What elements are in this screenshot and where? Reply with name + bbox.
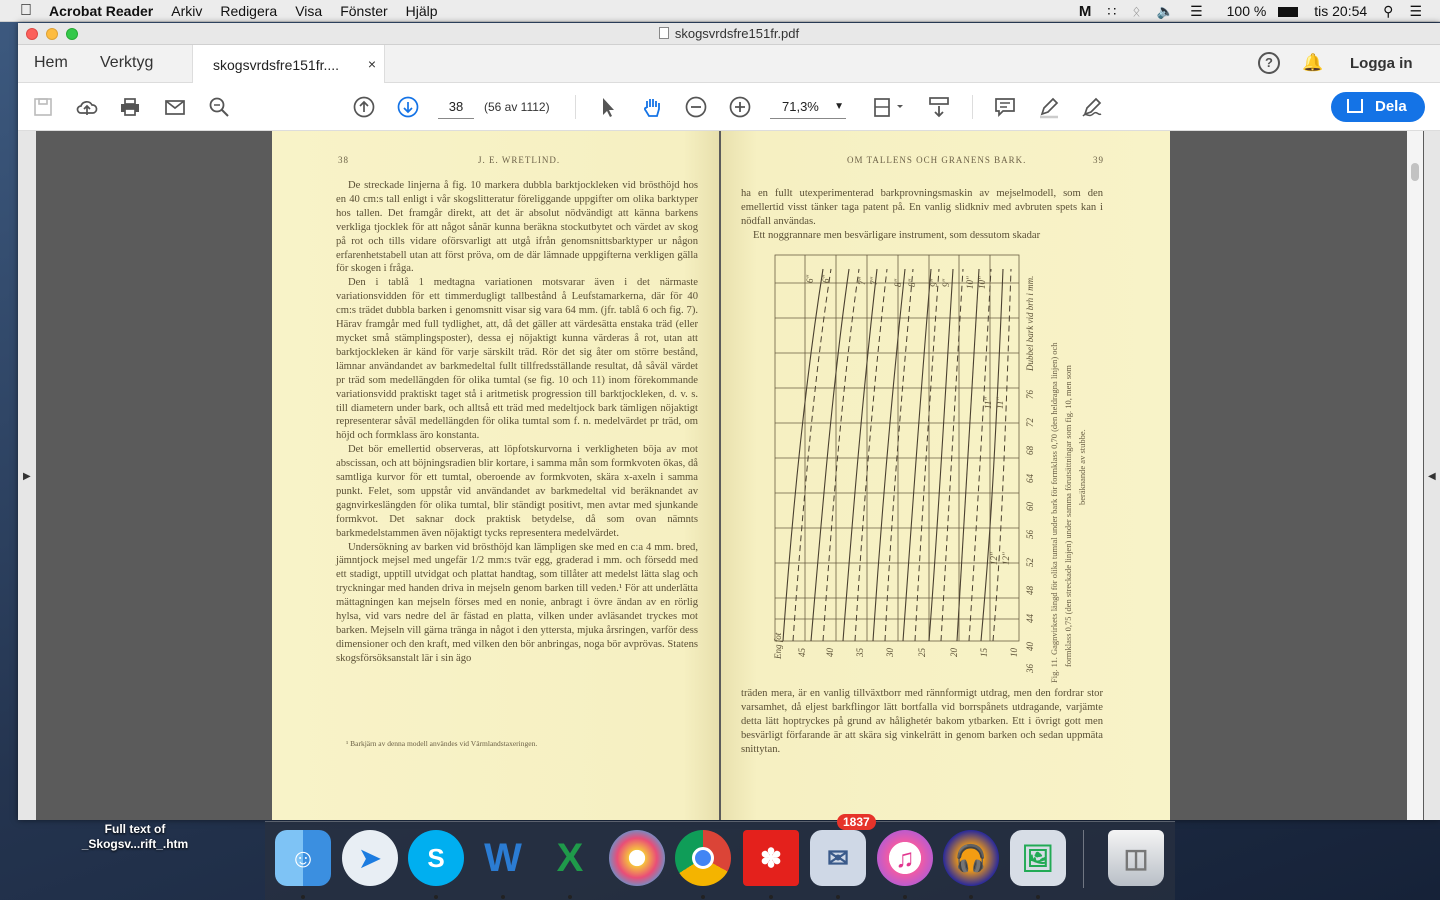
y-tick: 68 bbox=[1025, 446, 1035, 455]
running-header-right: OM TALLENS OCH GRANENS BARK. bbox=[847, 155, 1027, 165]
photos-icon[interactable] bbox=[609, 830, 665, 886]
left-panel-toggle[interactable] bbox=[18, 131, 36, 820]
hand-tool-icon[interactable] bbox=[640, 95, 664, 119]
running-header-left: J. E. WRETLIND. bbox=[478, 155, 561, 165]
figure-curves-dashed bbox=[793, 269, 1011, 641]
chevron-down-icon: ▼ bbox=[834, 101, 844, 112]
curve-label: 8" bbox=[907, 278, 917, 287]
paragraph: De streckade linjerna å fig. 10 markera dubbla barktjockleken vid brösthöjd hos en 40 cm:s tall enligt i vår skogslitteratur föreliggande uppgifter om olika barktyper hos tallen. Det framgår direkt, att det är absolut nödvändigt att känna barkens verkliga tjocklek för att något sånär kunna beräkna stockutbytet och värdet av skog på rot och tills vidare oförsvarligt att utgå ifrån genomsnittsbarktyper ur någon erfarenhetstabell utan att först pröva, om de där lämnade uppgifterna verkligen gälla för skogen i fråga. bbox=[336, 180, 698, 275]
desktop-file-label-2: _Skogsv...rift_.htm bbox=[81, 837, 189, 851]
zoom-out-icon[interactable] bbox=[684, 95, 708, 119]
running-indicator bbox=[1036, 895, 1040, 899]
next-page-icon[interactable] bbox=[396, 95, 420, 119]
zoom-select[interactable] bbox=[770, 95, 846, 119]
scrollbar-thumb[interactable] bbox=[1411, 163, 1419, 181]
highlight-pen-icon[interactable] bbox=[1037, 95, 1061, 119]
curve-label: 10" bbox=[965, 276, 975, 289]
curve-label: 10" bbox=[977, 276, 987, 289]
figure-curves-solid bbox=[783, 269, 1003, 641]
running-indicator bbox=[769, 895, 773, 899]
preview-icon[interactable]: 🖼 bbox=[1010, 830, 1066, 886]
figure-caption-line-2: formklass 0,75 (den streckade linjen) under samma förutsättningar som fig. 10, men som bbox=[1063, 365, 1073, 667]
toolbar-divider bbox=[575, 95, 576, 119]
running-indicator bbox=[903, 895, 907, 899]
footnote: ¹ Barkjärn av denna modell användes vid Värmlandstaxeringen. bbox=[346, 739, 538, 748]
menu-hjalp[interactable]: Hjälp bbox=[393, 2, 426, 19]
expand-left-icon: ▶ bbox=[23, 471, 31, 482]
y-tick: 56 bbox=[1025, 530, 1035, 539]
menu-bar bbox=[0, 0, 1440, 22]
help-icon[interactable]: ? bbox=[1258, 52, 1280, 74]
select-cursor-icon[interactable] bbox=[596, 95, 620, 119]
itunes-icon[interactable]: ♫ bbox=[877, 830, 933, 886]
expand-right-icon: ◀ bbox=[1428, 471, 1436, 482]
paragraph: Undersökning av barken vid brösthöjd kan lämpligen ske med en c:a 4 mm. bred, jämntjock mejsel med ungefär 1/2 mm:s tvär egg, graderad i mm. och försedd med ett stadigt, upptill utvidgat och plattat handtag, som tillåter att medelst lätta slag och tryckningar med handen driva in mejseln genom barken till veden.¹ För att underlätta mättagningen kan mejseln förses med en nonie, anbragt i övre ändan av en rörlig hylsa, vid vars nedre del är fästad en platta, vilken under avläsandet tryckes mot barken. Mejseln vill gärna tränga in något i den yttersta, mjuka årsringen, varför dess dimensioner och den kraft, med vilken den bör anbringas, noga bör avprövas. Statens skogsförsöksanstalt lär i sin ägo bbox=[336, 541, 698, 664]
share-label: Dela bbox=[1375, 98, 1407, 115]
pdf-doc-icon bbox=[659, 27, 669, 39]
curve-label: 11" bbox=[983, 396, 993, 409]
running-indicator bbox=[701, 895, 705, 899]
y-tick: 40 bbox=[1025, 642, 1035, 651]
right-page-bottom-text bbox=[741, 687, 1103, 757]
mail-badge: 1837 bbox=[837, 814, 876, 830]
desktop-file-icon[interactable] bbox=[60, 822, 210, 852]
window-title bbox=[18, 26, 1440, 41]
y-tick: 44 bbox=[1025, 614, 1035, 623]
tab-document-label: skogsvrdsfre151fr.... bbox=[213, 57, 340, 73]
x-tick: 20 bbox=[949, 648, 959, 657]
wifi-icon[interactable]: ☰ bbox=[1190, 2, 1203, 19]
excel-icon[interactable]: X bbox=[556, 835, 584, 880]
figure-11-chart bbox=[771, 251, 1021, 643]
figure-caption-line-1: Fig. 11. Gagnvirkets längd för olika tumtal under bark för formklass 0,70 (den heldragna linjen) och bbox=[1049, 342, 1059, 683]
trash-icon[interactable]: ◫ bbox=[1108, 830, 1164, 886]
vertical-scrollbar[interactable] bbox=[1407, 131, 1423, 820]
battery-status[interactable] bbox=[1211, 3, 1307, 19]
menu-arkiv[interactable]: Arkiv bbox=[159, 2, 191, 19]
chrome-icon[interactable] bbox=[675, 830, 731, 886]
page-fit-icon[interactable] bbox=[871, 95, 907, 119]
dock-divider bbox=[1083, 830, 1084, 888]
x-tick: 15 bbox=[979, 648, 989, 657]
upload-cloud-icon[interactable] bbox=[75, 95, 99, 119]
battery-icon bbox=[1278, 7, 1298, 17]
running-indicator bbox=[434, 895, 438, 899]
tab-document[interactable] bbox=[192, 45, 385, 83]
curve-label: 7" bbox=[869, 276, 879, 285]
grid-icon[interactable]: ∷ bbox=[1107, 2, 1117, 19]
x-tick: 30 bbox=[885, 648, 895, 657]
curve-label: 12" bbox=[989, 552, 999, 565]
zoom-in-icon[interactable] bbox=[728, 95, 752, 119]
curve-label: 6" bbox=[805, 274, 815, 283]
desktop-file-label-1: Full text of bbox=[104, 822, 166, 836]
y-tick: 64 bbox=[1025, 474, 1035, 483]
y-tick: 60 bbox=[1025, 502, 1035, 511]
toolbar-divider bbox=[972, 95, 973, 119]
curve-label: 6" bbox=[821, 274, 831, 283]
toolbar bbox=[18, 83, 1440, 131]
y-tick: 76 bbox=[1025, 390, 1035, 399]
malwarebytes-icon[interactable]: M bbox=[1078, 2, 1092, 20]
save-icon[interactable] bbox=[31, 95, 55, 119]
menu-redigera[interactable]: Redigera bbox=[208, 2, 266, 19]
y-tick: 48 bbox=[1025, 586, 1035, 595]
running-indicator bbox=[501, 895, 505, 899]
pdf-page-left bbox=[272, 131, 719, 820]
audacity-icon[interactable]: 🎧 bbox=[943, 830, 999, 886]
skype-icon[interactable]: S bbox=[408, 830, 464, 886]
previous-page-icon[interactable] bbox=[352, 95, 376, 119]
running-indicator bbox=[301, 895, 305, 899]
curve-label: 9" bbox=[929, 278, 939, 287]
battery-percent: 100 % bbox=[1226, 3, 1267, 19]
safari-icon[interactable]: ➤ bbox=[342, 830, 398, 886]
curve-label: 8" bbox=[893, 278, 903, 287]
close-tab-icon[interactable]: × bbox=[367, 56, 376, 72]
tab-tools[interactable]: Verktyg bbox=[100, 54, 154, 71]
x-tick: 25 bbox=[917, 648, 927, 657]
email-icon[interactable] bbox=[163, 95, 187, 119]
menu-visa[interactable]: Visa bbox=[283, 2, 311, 19]
tab-home[interactable]: Hem bbox=[34, 54, 68, 71]
bluetooth-icon[interactable]: ᛟ bbox=[1132, 3, 1141, 19]
share-icon bbox=[1347, 99, 1363, 113]
mail-icon[interactable]: ✉ bbox=[810, 830, 866, 886]
spotlight-icon[interactable]: ⚲ bbox=[1383, 2, 1394, 19]
search-icon[interactable] bbox=[207, 95, 231, 119]
apple-menu-icon[interactable] bbox=[0, 2, 40, 20]
acrobat-icon[interactable]: ✽ bbox=[743, 830, 799, 886]
tab-bar bbox=[18, 45, 1440, 83]
x-axis-title: Eng fot bbox=[773, 632, 783, 659]
running-indicator bbox=[836, 895, 840, 899]
page-number-right: 39 bbox=[1093, 155, 1104, 165]
word-icon[interactable]: W bbox=[484, 835, 522, 880]
paragraph: träden mera, är en vanlig tillväxtborr med rännformigt utdrag, men den fordrar stor varsamhet, då eljest barkflingor lätt bortfalla vid borrspånets utdragande, varjämte detta lätt hoptryckes på grund av hålighetér bakom ytbarken. Ett i övrigt gott men besvärligt förfarande är att skära sig vinkelrätt in genom barken och sedan uppmäta snittytan. bbox=[741, 688, 1103, 755]
x-tick: 45 bbox=[797, 648, 807, 657]
curve-label: 9" bbox=[941, 278, 951, 287]
page-count: (56 av 1112) bbox=[484, 100, 550, 114]
scroll-mode-icon[interactable] bbox=[927, 95, 951, 119]
x-tick: 40 bbox=[825, 648, 835, 657]
paragraph: Det bör emellertid observeras, att löpfotskurvorna i verkligheten böja av mot abscissan, och att böjningsradien blir kortare, i samma mån som formkvoten ökas, då samtliga kurvor för ett tumtal, oberoende av formkvoten, skära x-axeln i samma punkt. Felet, som uppstår vid användandet av barkmedeltal vid beräknandet av gagnvirkeslängden för olika tumtal, blir ständigt positivt, men avtar med sjunkande formkvot. Det saknar dock praktisk betydelse, då som ovan nämnts barkmedelstammen även nöjaktigt tycks representera medelvärdet. bbox=[336, 444, 698, 539]
running-indicator bbox=[969, 895, 973, 899]
app-menu[interactable]: Acrobat Reader bbox=[37, 2, 142, 19]
x-tick: 10 bbox=[1009, 648, 1019, 657]
zoom-value: 71,3% bbox=[782, 99, 819, 114]
page-number-left: 38 bbox=[338, 155, 349, 165]
comment-icon[interactable] bbox=[993, 95, 1017, 119]
paragraph: ha en fullt utexperimenterad barkprovningsmaskin av mejselmodell, som den emellertid visst tänker taga patent på. En vanlig slidkniv med avbruten spets kan i nödfall användas. bbox=[741, 188, 1103, 227]
right-panel-toggle[interactable] bbox=[1424, 131, 1440, 820]
notification-center-icon[interactable]: ☰ bbox=[1409, 2, 1422, 19]
window-title-text: skogsvrdsfre151fr.pdf bbox=[674, 26, 800, 41]
title-bar bbox=[18, 23, 1440, 45]
figure-caption-line-3: beräknande av stubbe. bbox=[1077, 429, 1087, 505]
acrobat-window bbox=[18, 23, 1440, 820]
y-tick: 36 bbox=[1025, 664, 1035, 673]
notification-bell-icon[interactable]: 🔔 bbox=[1302, 53, 1324, 72]
paragraph: Den i tablå 1 medtagna variationen motsvarar även i det närmaste variationsvidden för ett timmerdugligt tallbestånd å Leufstamarkerna, där för 40 cm:s trädet dubbla barken i genomsnitt visar sig vara 64 mm. (jfr. tablå 6 och fig. 7). Härav framgår med full tydlighet, att, då det gäller att värdesätta enstaka träd (eller mycket små stämplingsposter), dessa ej nöjaktigt kunna värderas å rot, utan att barktjockleken är känd för varje särskilt träd. Rör det sig åter om större bestånd, lämnar användandet av barkmedeltal fullt tillfredsställande resultat, då såväl värdet pr träd som medellängden för olika tumtal (se fig. 10 och 11) inom förekommande variationsvidd praktiskt taget stå i aritmetisk progression till barktjockleken, d. v. s. till diametern under bark, och alltså ett träd med medeltjock bark tämligen nöjaktigt representerar såväl medellängden för olika tumtal som f. n. medelvärdet pr träd, om höjd och formklass äro konstanta. bbox=[336, 277, 698, 442]
right-page-top-text bbox=[741, 187, 1103, 243]
left-page-body bbox=[336, 179, 698, 666]
volume-icon[interactable]: 🔈 bbox=[1156, 2, 1175, 19]
curve-label: 7" bbox=[857, 276, 867, 285]
figure-grid bbox=[775, 255, 1019, 641]
print-icon[interactable] bbox=[118, 95, 142, 119]
share-button[interactable] bbox=[1331, 92, 1425, 122]
curve-label: 12" bbox=[1001, 552, 1011, 565]
curve-label: 11" bbox=[995, 396, 1005, 409]
pdf-page-right bbox=[721, 131, 1170, 820]
y-axis-title: Dubbel bark vid brh i mm. bbox=[1025, 275, 1035, 371]
paragraph: Ett noggrannare men besvärligare instrument, som dessutom skadar bbox=[753, 229, 1041, 241]
document-viewport[interactable] bbox=[18, 131, 1440, 820]
x-tick: 35 bbox=[855, 648, 865, 657]
y-tick: 72 bbox=[1025, 418, 1035, 427]
clock[interactable]: tis 20:54 bbox=[1314, 3, 1368, 19]
sign-icon[interactable] bbox=[1080, 95, 1104, 119]
page-number-input[interactable]: 38 bbox=[438, 95, 474, 119]
finder-icon[interactable]: ☺ bbox=[275, 830, 331, 886]
dock bbox=[265, 815, 1175, 900]
y-tick: 52 bbox=[1025, 558, 1035, 567]
login-link[interactable]: Logga in bbox=[1350, 55, 1413, 72]
menu-fonster[interactable]: Fönster bbox=[328, 2, 376, 19]
running-indicator bbox=[568, 895, 572, 899]
